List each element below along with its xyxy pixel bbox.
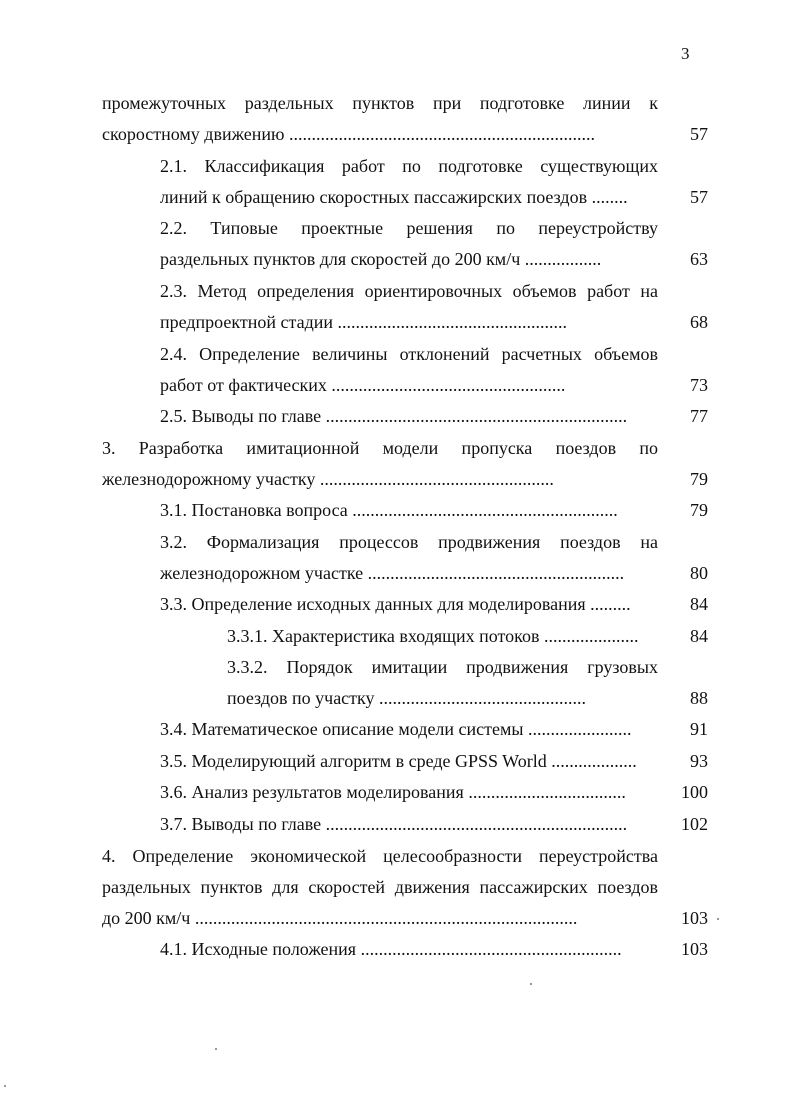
toc-entry-text: промежуточных раздельных пунктов при подготовке линии к xyxy=(102,93,658,113)
toc-entry-text: работ от фактических .................................................... xyxy=(160,375,566,395)
toc-entry-text: 2.1. Классификация работ по подготовке существующих xyxy=(160,156,658,176)
toc-entry-text: 3.1. Постановка вопроса ........................................................... xyxy=(160,500,618,520)
toc-page-number: 79 xyxy=(690,500,708,520)
scan-speck xyxy=(717,918,719,920)
toc-page-number: 91 xyxy=(690,719,708,739)
toc-entry-text: 3.5. Моделирующий алгоритм в среде GPSS World ................... xyxy=(160,751,637,771)
toc-entry-text: железнодорожном участке ......................................................... xyxy=(160,563,625,583)
toc-page-number: 88 xyxy=(690,688,708,708)
toc-page-number: 68 xyxy=(690,312,708,332)
toc-page-number: 84 xyxy=(690,626,708,646)
toc-entry-text: 3.3.2. Порядок имитации продвижения грузовых xyxy=(227,657,658,677)
toc-entry-text: 2.3. Метод определения ориентировочных объемов работ на xyxy=(160,281,658,301)
toc-entry-text: раздельных пунктов для скоростей до 200 км/ч ................. xyxy=(160,249,602,269)
toc-entry-text: 3.6. Анализ результатов моделирования ................................... xyxy=(160,782,626,802)
toc-entry-text: линий к обращению скоростных пассажирских поездов ........ xyxy=(160,187,628,207)
toc-entry-text: 3.4. Математическое описание модели системы ....................... xyxy=(160,719,632,739)
toc-entry-text: железнодорожному участку .................................................... xyxy=(102,469,554,489)
toc-entry-text: 2.5. Выводы по главе ................................................................... xyxy=(160,406,628,426)
toc-page-number: 73 xyxy=(690,375,708,395)
toc-entry-text: до 200 км/ч ..................................................................................... xyxy=(102,908,578,928)
toc-page-number: 80 xyxy=(690,563,708,583)
toc-page-number: 103 xyxy=(681,908,708,928)
toc-page-number: 84 xyxy=(690,594,708,614)
toc-page-number: 93 xyxy=(690,751,708,771)
toc-entry-text: 3.3. Определение исходных данных для моделирования ......... xyxy=(160,594,631,614)
toc-entry-text: 3. Разработка имитационной модели пропуска поездов по xyxy=(102,438,658,458)
toc-page-number: 103 xyxy=(681,939,708,959)
page-number: 3 xyxy=(681,44,690,63)
scan-speck xyxy=(530,983,532,985)
toc-entry-text: 3.2. Формализация процессов продвижения поездов на xyxy=(160,532,658,552)
toc-entry-text: предпроектной стадии ................................................... xyxy=(160,312,568,332)
scan-speck xyxy=(4,1085,6,1087)
toc-entry-text: 3.3.1. Характеристика входящих потоков ..................... xyxy=(227,626,639,646)
toc-entry-text: 4. Определение экономической целесообразности переустройства xyxy=(102,846,658,866)
scan-speck xyxy=(215,1048,217,1050)
toc-entry-text: скоростному движению .................................................................... xyxy=(102,124,595,144)
toc-entry-text: 2.4. Определение величины отклонений расчетных объемов xyxy=(160,344,658,364)
toc-page-number: 102 xyxy=(681,814,708,834)
toc-page-number: 100 xyxy=(681,782,708,802)
toc-page-number: 63 xyxy=(690,249,708,269)
toc-entry-text: поездов по участку .............................................. xyxy=(227,688,587,708)
toc-page-number: 77 xyxy=(690,406,708,426)
toc-page-number: 57 xyxy=(690,187,708,207)
toc-entry-text: 4.1. Исходные положения .......................................................... xyxy=(160,939,622,959)
toc-entry-text: 2.2. Типовые проектные решения по переустройству xyxy=(160,218,658,238)
toc-entry-text: раздельных пунктов для скоростей движения пассажирских поездов xyxy=(102,877,658,897)
toc-page-number: 57 xyxy=(690,124,708,144)
toc-page-number: 79 xyxy=(690,469,708,489)
toc-entry-text: 3.7. Выводы по главе ................................................................... xyxy=(160,814,628,834)
